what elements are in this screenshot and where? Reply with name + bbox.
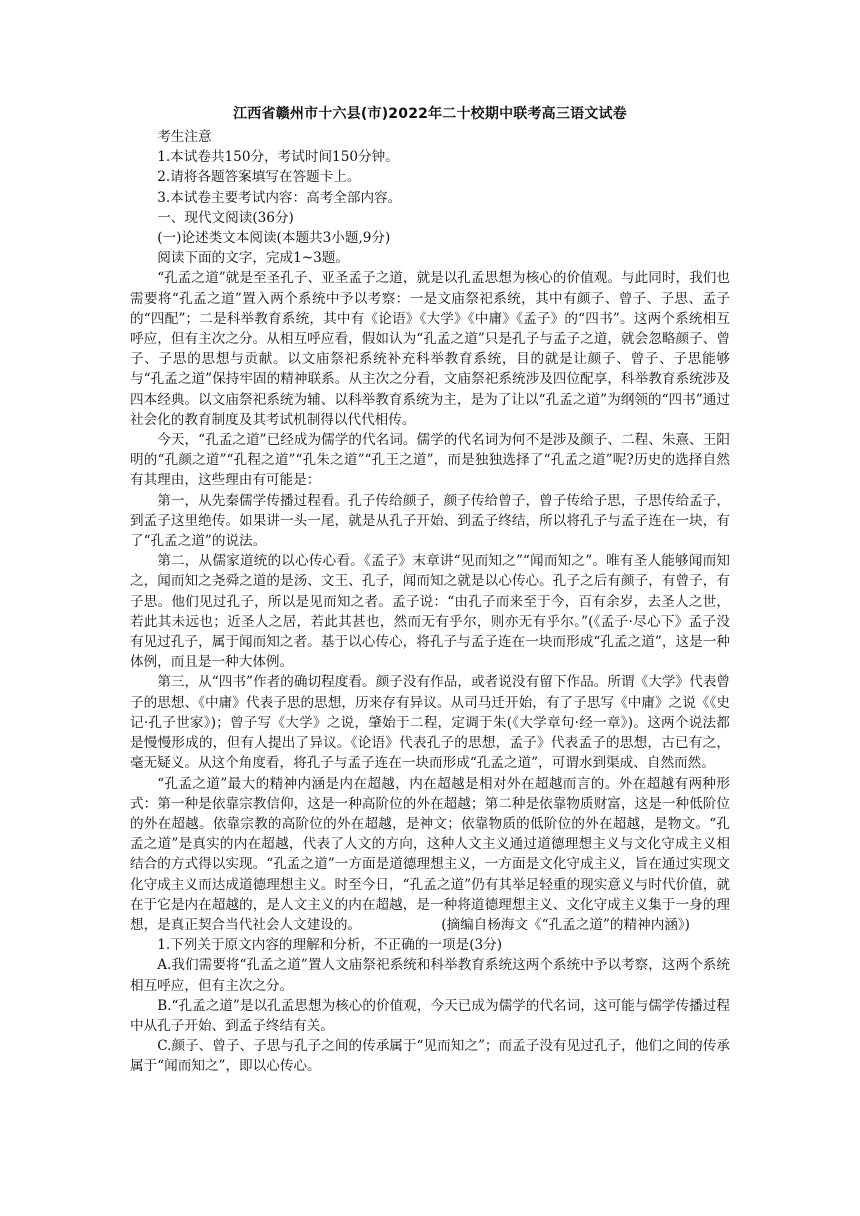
question-option-b: B.“孔孟之道”是以孔孟思想为核心的价值观，今天已成为儒学的代名词，这可能与儒学传播过程中从孔子开始、到孟子终结有关。	[130, 997, 730, 1034]
section-heading: 一、现代文阅读(36分)	[157, 209, 294, 226]
passage-citation: (摘编自杨海文《“孔孟之道”的精神内涵》)	[441, 916, 690, 933]
exam-title: 江西省赣州市十六县(市)2022年二十校期中联考高三语文试卷	[233, 106, 627, 122]
passage-paragraph: 第二，从儒家道统的以心传心看。《孟子》末章讲“见而知之”“闻而知之”。唯有圣人能够闻而知之，闻而知之尧舜之道的是汤、文王、孔子，闻而知之就是以心传心。孔子之后有颜子，有曾子，有子思。他们见过孔子，所以是见而知之者。孟子说：“由孔子而来至于今，百有余岁，去圣人之世，若此其未远也；近圣人之居，若此其甚也，然而无有乎尔，则亦无有乎尔。”(《孟子·尽心下》孟子没有见过孔子，属于闻而知之者。基于以心传心，将孔子与孟子连在一块而形成“孔孟之道”，这是一种体例，而且是一种大体例。	[130, 553, 730, 671]
passage-paragraph: 第一，从先秦儒学传播过程看。孔子传给颜子，颜子传给曾子，曾子传给子思，子思传给孟子，到孟子这里绝传。如果讲一头一尾，就是从孔子开始、到孟子终结，所以将孔子与孟子连在一块，有了“孔孟之道”的说法。	[130, 492, 730, 550]
passage-paragraph: 今天，“孔孟之道”已经成为儒学的代名词。儒学的代名词为何不是涉及颜子、二程、朱熹、王阳明的“孔颜之道”“孔程之道”“孔朱之道”“孔王之道”，而是独独选择了“孔孟之道”呢?历史的选择自然有其理由，这些理由有可能是：	[130, 432, 730, 489]
notice-item: 1.本试卷共150分，考试时间150分钟。	[157, 149, 399, 166]
passage-paragraph: “孔孟之道”最大的精神内涵是内在超越，内在超越是相对外在超越而言的。外在超越有两种形式：第一种是依靠宗教信仰，这是一种高阶位的外在超越；第二种是依靠物质财富，这是一种低阶位的外在超越。依靠宗教的高阶位的外在超越，是神文；依靠物质的低阶位的外在超越，是物文。“孔孟之道”是真实的内在超越，代表了人文的方向，这种人文主义通过道德理想主义与文化守成主义相结合的方式得以实现。“孔孟之道”一方面是道德理想主义，一方面是文化守成主义，旨在通过实现文化守成主义而达成道德理想主义。时至今日，“孔孟之道”仍有其举足轻重的现实意义与时代价值，就在于它是内在超越的，是人文主义的内在超越，是一种将道德理想主义、文化守成主义集于一身的理想，是真正契合当代社会人文建设的。	[130, 775, 730, 933]
notice-heading: 考生注意	[157, 129, 212, 145]
section-instruction: 阅读下面的文字，完成1~3题。	[157, 250, 349, 267]
section-sub-heading: (一)论述类文本阅读(本题共3小题,9分)	[157, 230, 391, 247]
passage-paragraph: 第三，从“四书”作者的确切程度看。颜子没有作品，或者说没有留下作品。所谓《大学》代表曾子的思想、《中庸》代表子思的思想，历来存有异议。从司马迁开始，有了子思写《中庸》之说《《史记·孔子世家》)；曾子写《大学》之说，肇始于二程，定调于朱(《大学章句·经一章》)。这两个说法都是慢慢形成的，但有人提出了异议。《论语》代表孔子的思想，孟子》代表孟子的思想，古已有之，毫无疑义。从这个角度看，将孔子与孟子连在一块而形成“孔孟之道”，可谓水到渠成、自然而然。	[130, 674, 730, 772]
exam-page	[130, 103, 730, 1077]
question-option-c: C.颜子、曾子、子思与孔子之间的传承属于“见而知之”；而孟子没有见过孔子，他们之间的传承属于“闻而知之”，即以心传心。	[130, 1038, 730, 1075]
passage-paragraph: “孔孟之道”就是至圣孔子、亚圣孟子之道，就是以孔孟思想为核心的价值观。与此同时，我们也需要将“孔孟之道”置入两个系统中予以考察：一是文庙祭祀系统，其中有颜子、曾子、子思、孟子的“四配”；二是科举教育系统，其中有《论语》《大学》《中庸》《孟子》的“四书”。这两个系统相互呼应，但有主次之分。从相互呼应看，假如认为“孔孟之道”只是孔子与孟子之道，就会忽略颜子、曾子、子思的思想与贡献。以文庙祭祀系统补充科举教育系统，目的就是让颜子、曾子、子思能够与“孔孟之道”保持牢固的精神联系。从主次之分看，文庙祭祀系统涉及四位配享，科举教育系统涉及四本经典。以文庙祭祀系统为辅、以科举教育系统为主，是为了让以“孔孟之道”为纲领的“四书”通过社会化的教育制度及其考试机制得以代代相传。	[130, 270, 730, 428]
notice-item: 2.请将各题答案填写在答题卡上。	[157, 169, 361, 186]
question-stem: 1.下列关于原文内容的理解和分析，不正确的一项是(3分)	[157, 937, 503, 954]
notice-item: 3.本试卷主要考试内容：高考全部内容。	[157, 189, 402, 206]
question-option-a: A.我们需要将“孔孟之道”置人文庙祭祀系统和科举教育系统这两个系统中予以考察，这两个系统相互呼应，但有主次之分。	[130, 957, 730, 994]
